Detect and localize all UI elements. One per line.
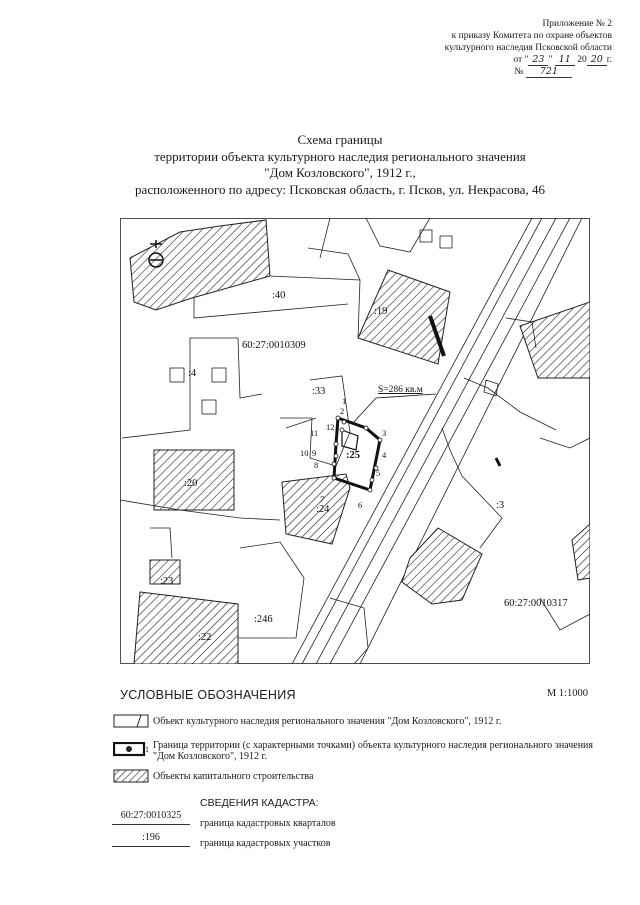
appendix-date	[392, 54, 612, 66]
point-label-2: 2	[340, 406, 345, 416]
label-p24: :24	[316, 504, 330, 515]
label-quarter1: 60:27:0010309	[242, 340, 306, 351]
map-scale: М 1:1000	[546, 688, 588, 699]
cadastre-quarter-example: 60:27:0010325	[120, 810, 182, 821]
boundary-point-marker: 1	[145, 745, 149, 754]
appendix-line2: к приказу Комитета по охране объектов	[451, 31, 612, 41]
cadastre-heading: СВЕДЕНИЯ КАДАСТРА:	[200, 797, 319, 809]
title-line1: Схема границы	[297, 132, 383, 147]
building-bottom-right-2	[572, 524, 590, 580]
label-p3: :3	[496, 500, 505, 511]
label-p19: :19	[374, 306, 388, 317]
capital-building-symbol-icon	[113, 769, 151, 784]
date-month: 11	[555, 54, 575, 66]
number-prefix: №	[514, 67, 524, 77]
title-line3: "Дом Козловского", 1912 г.,	[264, 165, 416, 180]
point-label-8: 8	[314, 460, 319, 470]
point-label-11: 11	[310, 428, 319, 438]
title-line4: расположенного по адресу: Псковская область, г. Псков, ул. Некрасова, 46	[135, 181, 545, 197]
point-label-5: 5	[376, 468, 381, 478]
cadastre-parcel-line	[112, 846, 190, 847]
legend-item2-text: Граница территории (с характерными точками) объекта культурного наследия регионального значения "Дом Козловского", 1912 г.	[153, 740, 593, 762]
point-label-10: 10	[300, 448, 309, 458]
building-bottom-right	[402, 528, 482, 604]
cadastre-quarter-desc: граница кадастровых кварталов	[200, 818, 336, 829]
point-label-7: 7	[320, 494, 325, 504]
heritage-symbol-icon	[113, 714, 151, 729]
point-label-1: 1	[342, 396, 347, 406]
legend-item3-text: Объекты капитального строительства	[153, 771, 314, 782]
title-line2: территории объекта культурного наследия регионального значения	[154, 148, 526, 164]
label-p22: :22	[198, 632, 212, 643]
label-p4: :4	[188, 368, 197, 379]
cadastral-map	[120, 218, 590, 664]
point-label-4: 4	[382, 450, 387, 460]
date-year: 20	[577, 55, 587, 65]
date-day: 23	[528, 54, 548, 66]
building-19	[358, 270, 450, 364]
small-mark	[496, 458, 500, 466]
appendix-line3: культурного наследия Псковской области	[444, 43, 612, 53]
date-year-suffix: 20	[587, 54, 607, 66]
appendix-line1: Приложение № 2	[542, 19, 612, 29]
cadastre-parcel-desc: граница кадастровых участков	[200, 838, 331, 849]
label-quarter2: 60:27:0010317	[504, 598, 568, 609]
label-p20: :20	[184, 478, 198, 489]
date-end: г.	[606, 55, 612, 65]
label-p23: :23	[160, 576, 174, 587]
label-p246: :246	[254, 614, 273, 625]
legend-item1-text: Объект культурного наследия регионального значения "Дом Козловского", 1912 г.	[153, 716, 502, 727]
building-22	[134, 592, 238, 664]
point-label-6: 6	[358, 500, 363, 510]
object-footprint	[342, 430, 358, 450]
date-mid: "	[548, 55, 553, 65]
legend-heading: УСЛОВНЫЕ ОБОЗНАЧЕНИЯ	[120, 688, 296, 702]
label-p33: :33	[312, 386, 326, 397]
order-number: 721	[526, 66, 572, 78]
scheme-title	[60, 132, 620, 198]
point-label-9: 9	[312, 448, 317, 458]
cadastre-parcel-example: :196	[142, 832, 160, 843]
point-label-3: 3	[382, 428, 387, 438]
label-area: S=286 кв.м	[378, 385, 423, 395]
building-right	[520, 302, 590, 378]
label-p40: :40	[272, 290, 286, 301]
appendix-header	[392, 18, 612, 78]
legend-item-buildings	[113, 769, 593, 785]
appendix-number-row	[392, 66, 612, 78]
cadastre-quarter-line	[112, 824, 190, 825]
point-label-12: 12	[326, 422, 335, 432]
legend-item-boundary	[113, 740, 593, 764]
date-prefix: от "	[513, 55, 529, 65]
label-p25: :25	[346, 450, 360, 461]
legend-item-heritage	[113, 714, 593, 730]
